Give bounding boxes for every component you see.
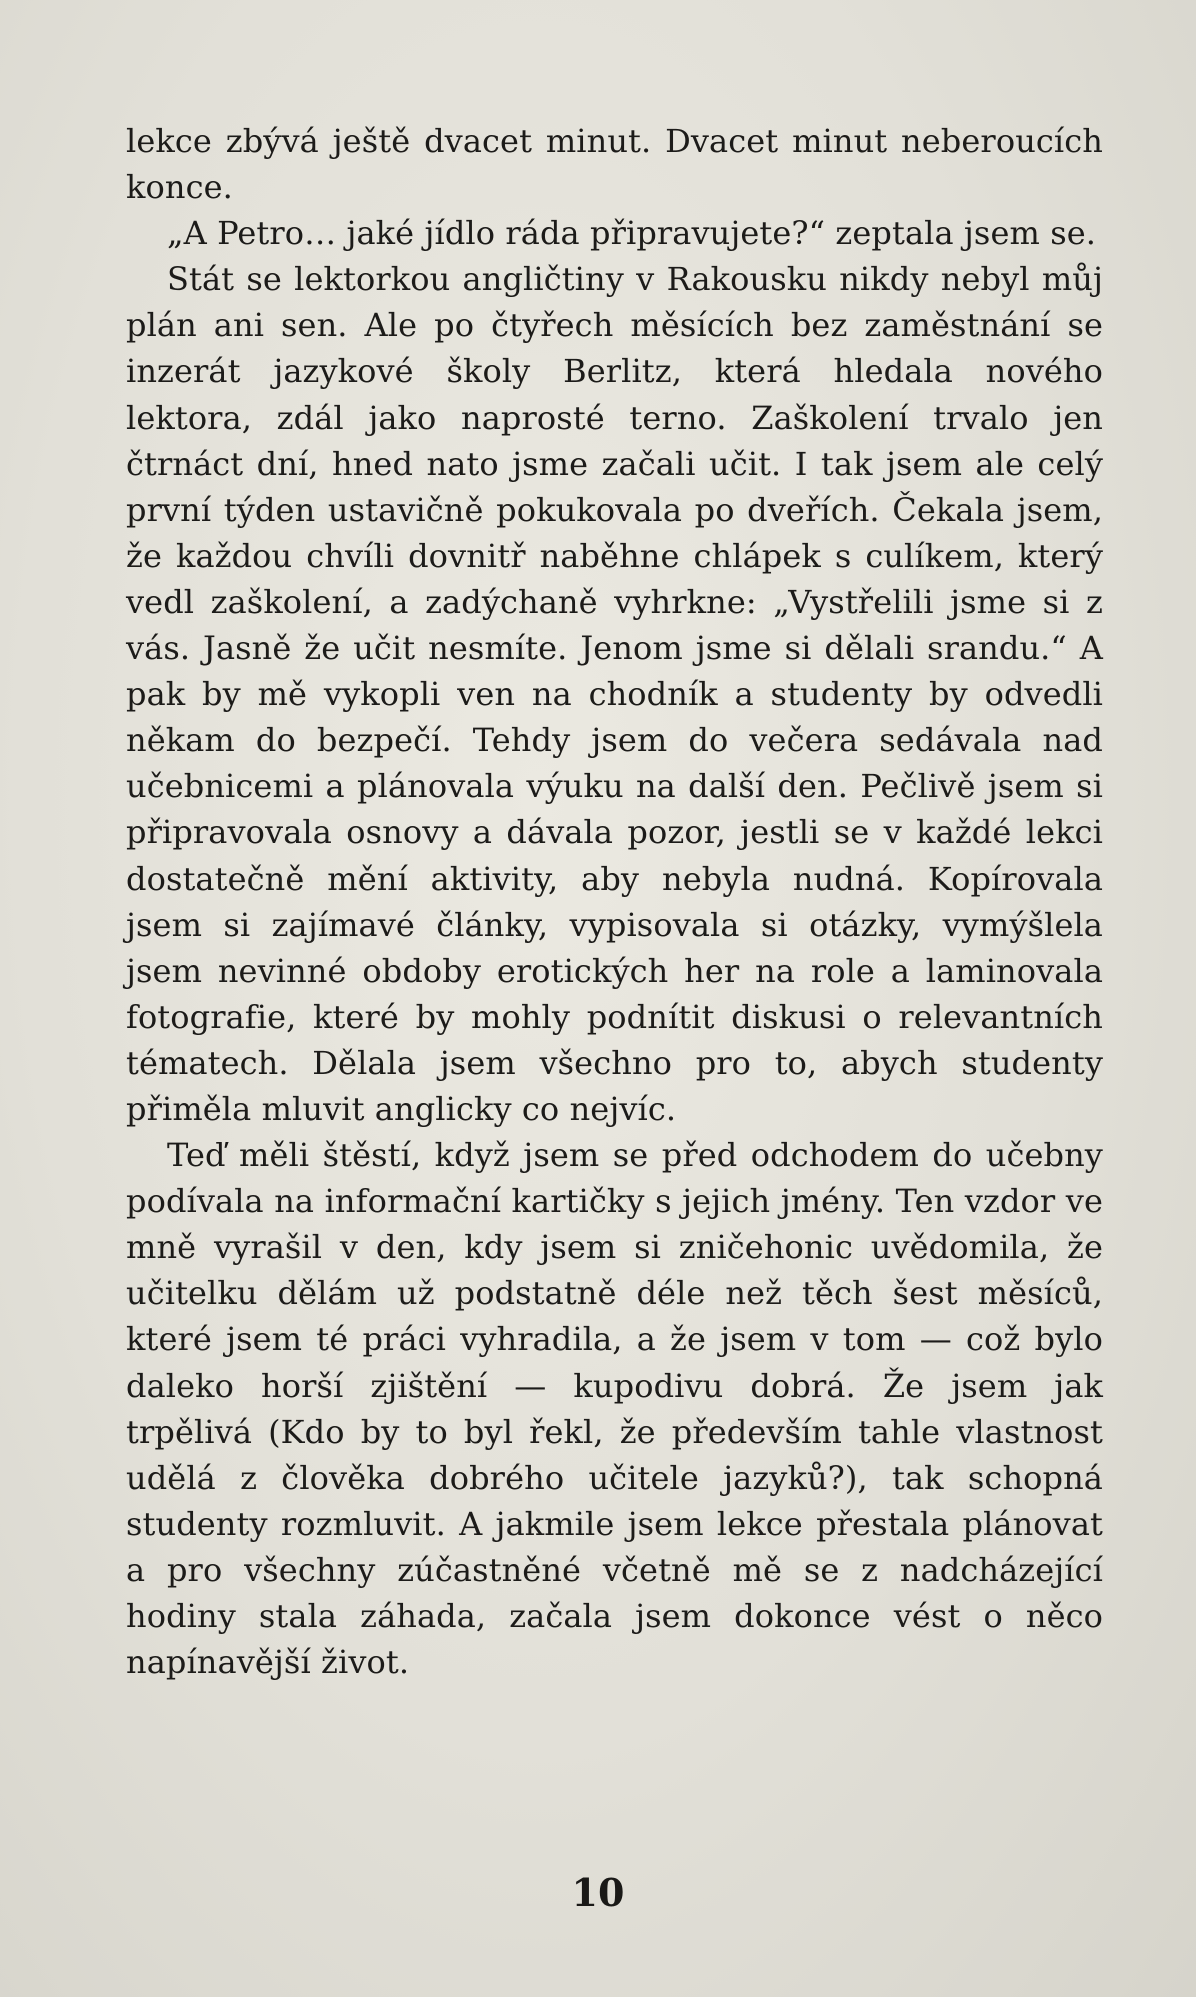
paragraph-2: „A Petro… jaké jídlo ráda připravujete?“ zeptala jsem se. bbox=[167, 214, 1097, 253]
paragraph-1: lekce zbývá ještě dvacet minut. Dvacet minut neberoucích konce. bbox=[126, 122, 1103, 207]
body-text bbox=[126, 118, 1103, 1685]
paragraph-4: Teď měli štěstí, když jsem se před odchodem do učebny podívala na informační kartičky s jejich jmény. Ten vzdor ve mně vyrašil v den, kdy jsem si zničehonic uvědomila, že učitelku dělám už podstatně déle než těch šest měsíců, které jsem té práci vyhradila, a že jsem v tom — což bylo daleko horší zjištění — kupodivu dobrá. Že jsem jak trpělivá (Kdo by to byl řekl, že především tahle vlastnost udělá z člověka dobrého učitele jazyků?), tak schopná studenty rozmluvit. A jakmile jsem lekce přestala plánovat a pro všechny zúčastněné včetně mě se z nadcházející hodiny stala záhada, začala jsem dokonce vést o něco napínavější život. bbox=[126, 1136, 1103, 1682]
page-number: 10 bbox=[571, 1870, 625, 1915]
paragraph-3: Stát se lektorkou angličtiny v Rakousku nikdy nebyl můj plán ani sen. Ale po čtyřech měsících bez zaměstnání se inzerát jazykové školy Berlitz, která hledala nového lektora, zdál jako naprosté terno. Zaškolení trvalo jen čtrnáct dní, hned nato jsme začali učit. I tak jsem ale celý první týden ustavičně pokukovala po dveřích. Čekala jsem, že každou chvíli dovnitř naběhne chlápek s culíkem, který vedl zaškolení, a zadýchaně vyhrkne: „Vystřelili jsme si z vás. Jasně že učit nesmíte. Jenom jsme si dělali srandu.“ A pak by mě vykopli ven na chodník a studenty by odvedli někam do bezpečí. Tehdy jsem do večera sedávala nad učebnicemi a plánovala výuku na další den. Pečlivě jsem si připravovala osnovy a dávala pozor, jestli se v každé lekci dostatečně mění aktivity, aby nebyla nudná. Kopírovala jsem si zajímavé články, vypisovala si otázky, vymýšlela jsem nevinné obdoby erotických her na role a laminovala fotografie, které by mohly podnítit diskusi o relevantních tématech. Dělala jsem všechno pro to, abych studenty přiměla mluvit anglicky co nejvíc. bbox=[126, 260, 1103, 1128]
